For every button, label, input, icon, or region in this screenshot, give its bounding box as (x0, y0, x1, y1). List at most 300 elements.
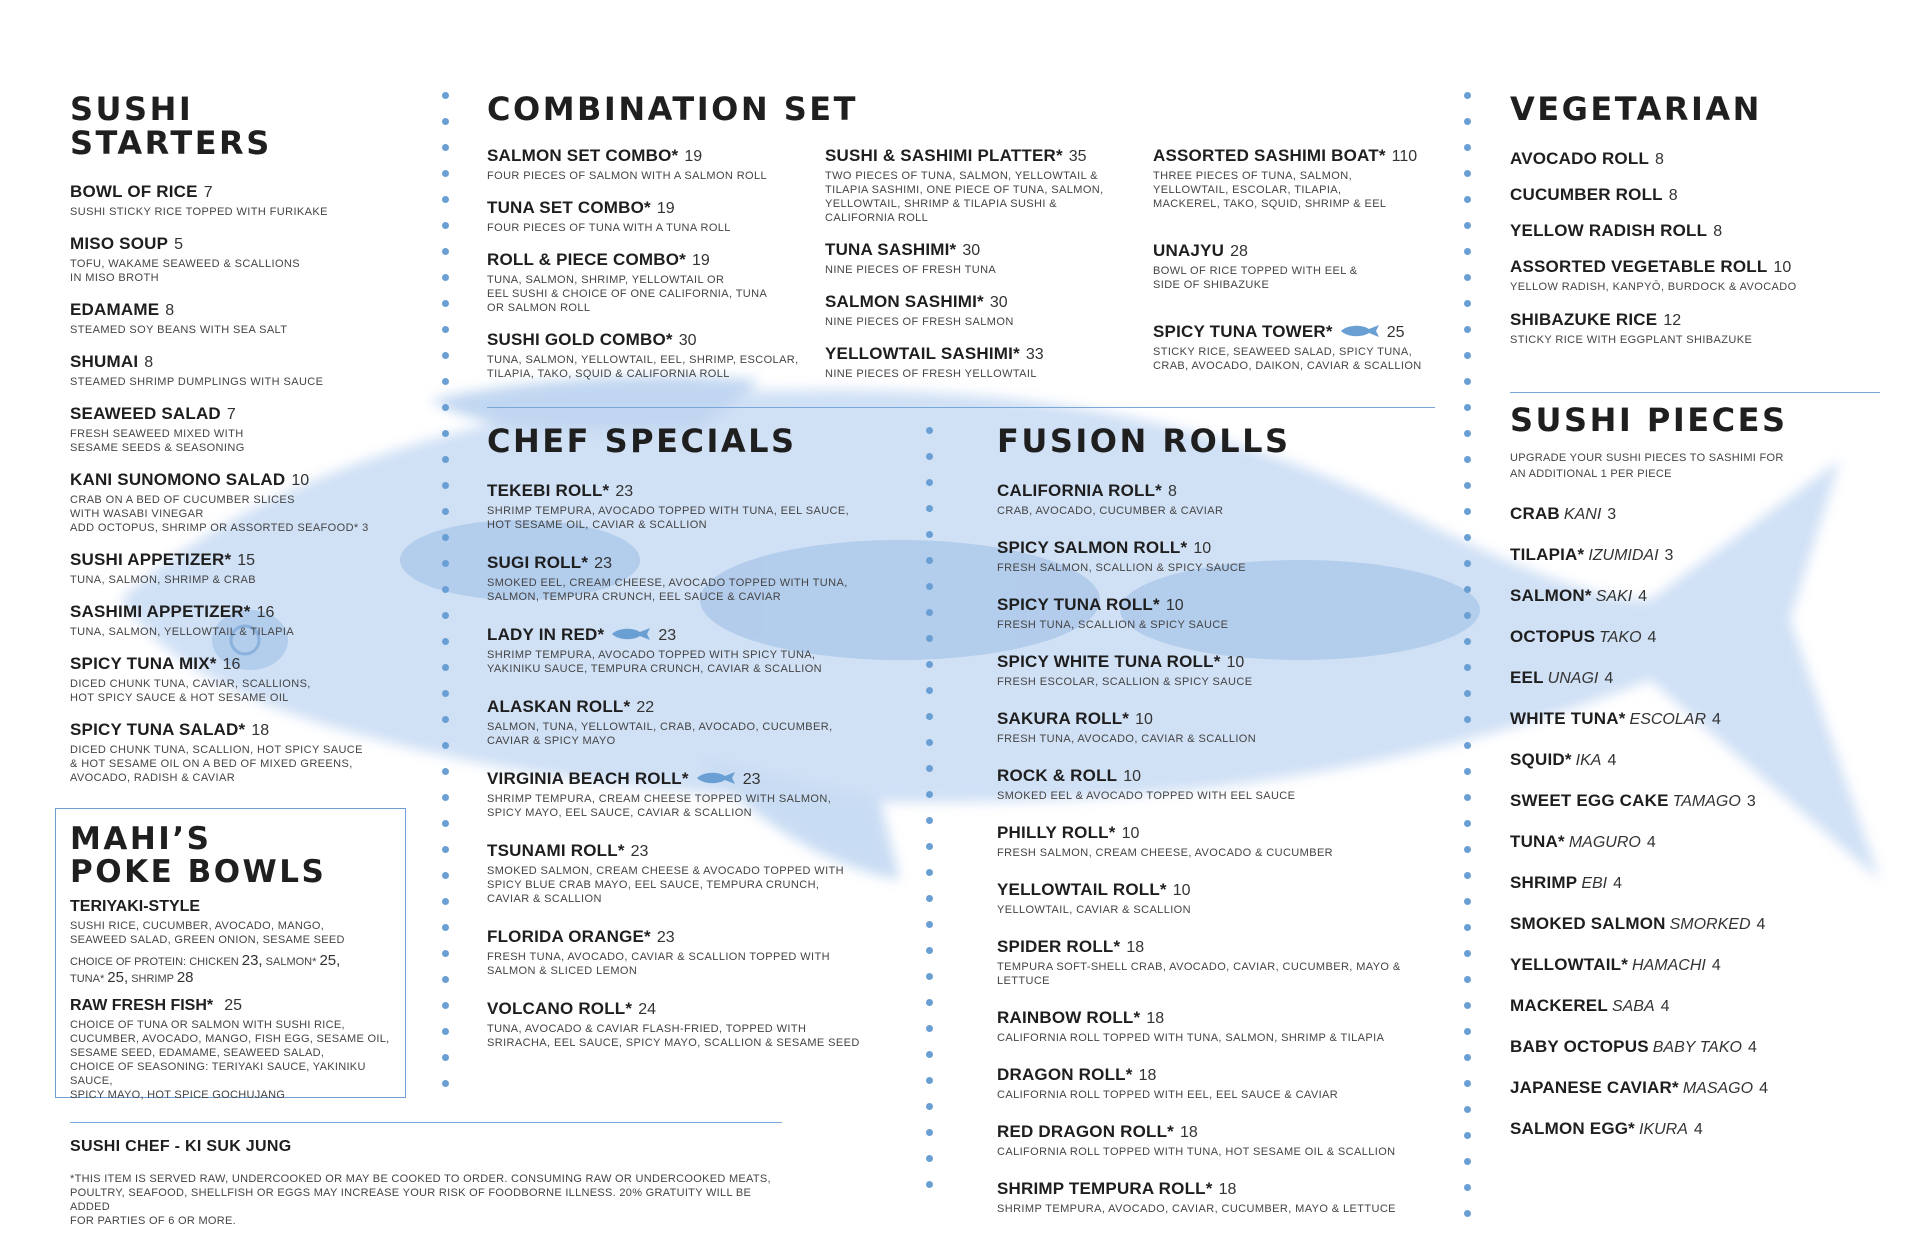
combination-column (487, 146, 807, 396)
menu-item (1510, 310, 1880, 347)
divider-dot (1464, 1210, 1471, 1217)
item-price: 10 (1226, 653, 1245, 671)
item-description: FRESH SEAWEED MIXED WITH SESAME SEEDS & SEASONING (70, 428, 245, 455)
menu-item (1510, 791, 1880, 811)
menu-item (487, 841, 897, 906)
item-price: 23 (658, 626, 677, 644)
item-name: SHIBAZUKE RICE (1510, 309, 1658, 329)
divider-dot (1464, 1158, 1471, 1165)
item-description: SHRIMP TEMPURA, AVOCADO, CAVIAR, CUCUMBER, MAYO & LETTUCE (997, 1202, 1396, 1215)
item-price: 30 (678, 332, 697, 349)
item-price: 8 (1655, 150, 1664, 168)
item-description: SHRIMP TEMPURA, AVOCADO TOPPED WITH TUNA, EEL SAUCE, HOT SESAME OIL, CAVIAR & SCALLION (487, 504, 850, 531)
item-name: SALMON* (1510, 585, 1592, 605)
divider-dot (442, 170, 449, 177)
item-name: SQUID* (1510, 749, 1572, 769)
divider-dot (1464, 170, 1471, 177)
teriyaki-desc: SUSHI RICE, CUCUMBER, AVOCADO, MANGO, SEAWEED SALAD, GREEN ONION, SESAME SEED (70, 920, 345, 947)
item-japanese-name: IZUMIDAI (1588, 546, 1659, 564)
footer-divider (70, 1122, 782, 1123)
divider-dot (1464, 560, 1471, 567)
protein-price: 25, (319, 952, 341, 970)
item-name: ROCK & ROLL (997, 765, 1118, 785)
item-name: TSUNAMI ROLL* (487, 840, 625, 860)
item-name: RAINBOW ROLL* (997, 1007, 1141, 1027)
menu-item (825, 146, 1135, 225)
item-name: SPICY TUNA ROLL* (997, 594, 1160, 614)
divider-dot (1464, 430, 1471, 437)
item-name: VIRGINIA BEACH ROLL* (487, 768, 689, 788)
protein-price: 25, (107, 969, 129, 987)
teriyaki-name: TERIYAKI-STYLE (70, 898, 201, 916)
divider-dot (442, 664, 449, 671)
item-name: YELLOW RADISH ROLL (1510, 220, 1708, 240)
divider-dot (926, 505, 933, 512)
item-description: TUNA, SALMON, YELLOWTAIL & TILAPIA (70, 626, 295, 639)
item-japanese-name: KANI (1563, 505, 1602, 523)
divider-dot (442, 820, 449, 827)
menu-item (1510, 873, 1880, 893)
dotted-divider (926, 427, 934, 1207)
menu-item (1510, 221, 1880, 241)
menu-item (487, 198, 807, 235)
item-name: BOWL OF RICE (70, 182, 198, 202)
combination-column (825, 146, 1135, 396)
item-description: NINE PIECES OF FRESH SALMON (825, 316, 1014, 328)
item-price: 24 (638, 1000, 657, 1018)
section-title: SUSHI STARTERS (70, 90, 272, 162)
divider-dot (1464, 872, 1471, 879)
divider-dot (442, 872, 449, 879)
item-price: 4 (1759, 1079, 1768, 1097)
divider-dot (926, 531, 933, 538)
menu-item (70, 234, 400, 285)
divider-dot (1464, 508, 1471, 515)
raw-fish-price: 25 (224, 997, 243, 1015)
item-description: THREE PIECES OF TUNA, SALMON, YELLOWTAIL, ESCOLAR, TILAPIA, MACKEREL, TAKO, SQUID, SHRIMP & EEL (1153, 170, 1387, 210)
item-price: 16 (222, 656, 241, 674)
divider-dot (1464, 482, 1471, 489)
item-name: SPIDER ROLL* (997, 936, 1121, 956)
item-name: SALMON EGG* (1510, 1118, 1635, 1138)
item-name: SPICY SALMON ROLL* (997, 537, 1188, 557)
item-description: TUNA, SALMON, SHRIMP, YELLOWTAIL OR EEL SUSHI & CHOICE OF ONE CALIFORNIA, TUNA OR SALMON ROLL (487, 274, 768, 314)
item-description: SHRIMP TEMPURA, CREAM CHEESE TOPPED WITH SALMON, SPICY MAYO, EEL SAUCE, CAVIAR & SCALLION (487, 792, 832, 819)
protein-name: SHRIMP (128, 973, 177, 986)
item-price: 23 (742, 770, 761, 788)
item-description: CALIFORNIA ROLL TOPPED WITH EEL, EEL SAUCE & CAVIAR (997, 1088, 1339, 1101)
protein-label: CHOICE OF PROTEIN: (70, 956, 190, 969)
dotted-divider (1464, 92, 1472, 1236)
item-description: NINE PIECES OF FRESH YELLOWTAIL (825, 368, 1037, 380)
divider-dot (1464, 248, 1471, 255)
item-name: SHRIMP TEMPURA ROLL* (997, 1178, 1213, 1198)
protein-price: 28 (176, 969, 194, 987)
item-price: 10 (291, 472, 310, 490)
item-name: LADY IN RED* (487, 624, 605, 644)
raw-fish-item (70, 995, 391, 1015)
protein-choices (70, 953, 391, 987)
item-description: TWO PIECES OF TUNA, SALMON, YELLOWTAIL & TILAPIA SASHIMI, ONE PIECE OF TUNA, SALMON, YELLOWTAIL, SHRIMP & TILAPIA SUSHI & CALIFORNIA ROLL (825, 170, 1104, 224)
item-price: 4 (1607, 751, 1617, 769)
protein-name: CHICKEN (189, 956, 242, 969)
item-name: SASHIMI APPETIZER* (70, 602, 251, 622)
menu-item (997, 1065, 1447, 1102)
item-name: CRAB (1510, 503, 1560, 523)
divider-dot (442, 534, 449, 541)
item-price: 30 (989, 294, 1008, 311)
section-title: FUSION ROLLS (997, 422, 1291, 460)
divider-dot (1464, 612, 1471, 619)
item-name: RED DRAGON ROLL* (997, 1121, 1174, 1141)
section-title: VEGETARIAN (1510, 90, 1762, 128)
item-name: KANI SUNOMONO SALAD (70, 470, 286, 490)
divider-dot (442, 144, 449, 151)
raw-fish-desc: CHOICE OF TUNA OR SALMON WITH SUSHI RICE, CUCUMBER, AVOCADO, MANGO, FISH EGG, SESAME OIL, SESAME SEED, EDAMAME, SEAWEED SALAD, CHOICE OF SEASONING: TERIYAKI SAUCE, YAKINIKU SAUCE, SPICY MAYO, HOT SPICE GOCHUJANG (70, 1019, 390, 1102)
poke-title-line2: POKE BOWLS (70, 853, 327, 890)
divider-dot (926, 687, 933, 694)
item-price: 23 (594, 554, 612, 572)
item-japanese-name: BABY TAKO (1652, 1038, 1742, 1056)
item-description: STEAMED SOY BEANS WITH SEA SALT (70, 324, 288, 337)
divider-dot (442, 768, 449, 775)
item-price: 8 (144, 354, 154, 372)
item-description: STEAMED SHRIMP DUMPLINGS WITH SAUCE (70, 376, 324, 389)
divider-dot (442, 612, 449, 619)
divider-dot (926, 999, 933, 1006)
divider-dot (926, 1155, 933, 1162)
divider-dot (926, 765, 933, 772)
item-price: 10 (1123, 767, 1142, 785)
item-description: SMOKED EEL & AVOCADO TOPPED WITH EEL SAUCE (997, 789, 1296, 802)
fusion-rolls-section (997, 422, 1447, 1236)
item-description: BOWL OF RICE TOPPED WITH EEL & SIDE OF SHIBAZUKE (1153, 265, 1358, 291)
divider-dot (1464, 118, 1471, 125)
menu-item (70, 182, 400, 219)
divider-dot (442, 326, 449, 333)
menu-item (70, 602, 400, 639)
menu-item (997, 823, 1447, 860)
divider-dot (926, 921, 933, 928)
item-description: FRESH TUNA, AVOCADO, CAVIAR & SCALLION (997, 732, 1257, 745)
item-description: SHRIMP TEMPURA, AVOCADO TOPPED WITH SPICY TUNA, YAKINIKU SAUCE, TEMPURA CRUNCH, CAVIAR & SCALLION (487, 648, 823, 675)
sushi-chef-credit: SUSHI CHEF - KI SUK JUNG (70, 1138, 292, 1155)
item-price: 25 (1386, 324, 1405, 341)
item-description: SUSHI STICKY RICE TOPPED WITH FURIKAKE (70, 206, 328, 219)
divider-dot (1464, 586, 1471, 593)
divider-dot (442, 274, 449, 281)
divider-dot (1464, 1080, 1471, 1087)
item-name: PHILLY ROLL* (997, 822, 1116, 842)
fish-icon (695, 770, 737, 789)
menu-item (825, 240, 1135, 277)
item-name: ALASKAN ROLL* (487, 696, 631, 716)
menu-item (487, 146, 807, 183)
item-name: SALMON SET COMBO* (487, 146, 679, 165)
section-title: CHEF SPECIALS (487, 422, 797, 460)
divider-dot (442, 1054, 449, 1061)
divider-dot (926, 635, 933, 642)
divider-dot (442, 404, 449, 411)
divider-dot (926, 1129, 933, 1136)
divider-dot (442, 508, 449, 515)
item-description: YELLOW RADISH, KANPYŌ, BURDOCK & AVOCADO (1510, 280, 1797, 293)
item-price: 19 (684, 148, 703, 165)
divider-dot (926, 739, 933, 746)
item-name: SAKURA ROLL* (997, 708, 1130, 728)
divider-dot (442, 690, 449, 697)
item-price: 18 (1146, 1009, 1165, 1027)
item-japanese-name: SABA (1611, 997, 1655, 1015)
item-price: 15 (237, 552, 256, 570)
item-name: SWEET EGG CAKE (1510, 790, 1669, 810)
item-description: SMOKED SALMON, CREAM CHEESE & AVOCADO TOPPED WITH SPICY BLUE CRAB MAYO, EEL SAUCE, TEMPURA CRUNCH, CAVIAR & SCALLION (487, 864, 844, 905)
menu-item (997, 1122, 1447, 1159)
item-name: TILAPIA* (1510, 544, 1585, 564)
item-price: 3 (1746, 792, 1756, 810)
divider-dot (1464, 1054, 1471, 1061)
menu-item (487, 769, 897, 820)
item-name: TEKEBI ROLL* (487, 480, 610, 500)
item-description: DICED CHUNK TUNA, SCALLION, HOT SPICY SAUCE & HOT SESAME OIL ON A BED OF MIXED GREENS, AVOCADO, RADISH & CAVIAR (70, 744, 363, 785)
item-japanese-name: IKA (1575, 751, 1602, 769)
menu-item (825, 344, 1135, 381)
divider-dot (1464, 976, 1471, 983)
divider-dot (1464, 950, 1471, 957)
item-japanese-name: SAKI (1595, 587, 1633, 605)
item-name: SMOKED SALMON (1510, 913, 1666, 933)
divider-dot (1464, 664, 1471, 671)
menu-item (1510, 955, 1880, 975)
menu-item (997, 880, 1447, 917)
item-name: SUSHI GOLD COMBO* (487, 330, 673, 349)
item-price: 4 (1646, 833, 1656, 851)
item-name: JAPANESE CAVIAR* (1510, 1077, 1679, 1097)
item-japanese-name: ESCOLAR (1629, 710, 1706, 728)
item-description: CRAB ON A BED OF CUCUMBER SLICES WITH WASABI VINEGAR ADD OCTOPUS, SHRIMP OR ASSORTED SEAFOOD* 3 (70, 494, 369, 535)
menu-item (487, 697, 897, 748)
item-name: BABY OCTOPUS (1510, 1036, 1649, 1056)
section-divider (1510, 392, 1880, 393)
menu-item (70, 470, 400, 535)
item-price: 7 (226, 406, 236, 424)
upgrade-note: UPGRADE YOUR SUSHI PIECES TO SASHIMI FOR AN ADDITIONAL 1 PER PIECE (1510, 451, 1784, 480)
divider-dot (926, 843, 933, 850)
item-price: 18 (1126, 938, 1145, 956)
menu-item (1510, 185, 1880, 205)
menu-item (1153, 146, 1443, 211)
item-name: CUCUMBER ROLL (1510, 184, 1663, 204)
divider-dot (1464, 274, 1471, 281)
divider-dot (1464, 326, 1471, 333)
divider-dot (926, 713, 933, 720)
menu-item (487, 625, 897, 676)
item-description: TOFU, WAKAME SEAWEED & SCALLIONS IN MISO BROTH (70, 258, 300, 285)
item-price: 10 (1135, 710, 1153, 728)
item-price: 30 (962, 242, 981, 259)
item-name: FLORIDA ORANGE* (487, 926, 651, 946)
divider-dot (926, 583, 933, 590)
menu-item (997, 481, 1447, 518)
item-price: 7 (203, 184, 213, 202)
item-name: VOLCANO ROLL* (487, 998, 633, 1018)
menu-item (487, 553, 897, 604)
divider-dot (926, 947, 933, 954)
divider-dot (442, 1080, 449, 1087)
item-price: 8 (1168, 482, 1177, 500)
item-japanese-name: HAMACHI (1632, 956, 1706, 974)
divider-dot (442, 430, 449, 437)
item-price: 22 (636, 698, 655, 716)
item-description: FRESH ESCOLAR, SCALLION & SPICY SAUCE (997, 675, 1253, 688)
divider-dot (442, 248, 449, 255)
menu-item (70, 300, 400, 337)
divider-dot (926, 869, 933, 876)
menu-item (1510, 504, 1880, 524)
item-price: 19 (692, 252, 710, 269)
item-price: 18 (1138, 1066, 1157, 1084)
divider-dot (926, 427, 933, 434)
item-description: SALMON, TUNA, YELLOWTAIL, CRAB, AVOCADO, CUCUMBER, CAVIAR & SPICY MAYO (487, 720, 833, 747)
divider-dot (926, 895, 933, 902)
item-name: ASSORTED VEGETABLE ROLL (1510, 256, 1768, 276)
menu-item (1510, 996, 1880, 1016)
item-price: 3 (1664, 546, 1674, 564)
divider-dot (442, 92, 449, 99)
item-name: CALIFORNIA ROLL* (997, 480, 1162, 500)
menu-item (1510, 914, 1880, 934)
item-description: STICKY RICE WITH EGGPLANT SHIBAZUKE (1510, 333, 1753, 346)
item-price: 4 (1693, 1120, 1703, 1138)
item-price: 19 (656, 200, 675, 217)
sushi-pieces-section (1510, 401, 1880, 1160)
menu-item (70, 654, 400, 705)
section-title: SUSHI PIECES (1510, 401, 1788, 439)
item-price: 16 (256, 604, 275, 622)
item-name: YELLOWTAIL ROLL* (997, 879, 1167, 899)
divider-dot (1464, 1132, 1471, 1139)
protein-price: 23, (241, 952, 263, 970)
divider-dot (1464, 300, 1471, 307)
divider-dot (442, 794, 449, 801)
item-description: YELLOWTAIL, CAVIAR & SCALLION (997, 903, 1191, 916)
vegetarian-section (1510, 90, 1880, 363)
item-japanese-name: UNAGI (1547, 669, 1599, 687)
item-price: 18 (1218, 1180, 1237, 1198)
divider-dot (1464, 352, 1471, 359)
menu-item (1510, 545, 1880, 565)
item-name: WHITE TUNA* (1510, 708, 1626, 728)
raw-fish-name: RAW FRESH FISH* (70, 997, 214, 1015)
divider-dot (442, 482, 449, 489)
item-price: 4 (1711, 956, 1721, 974)
item-name: SALMON SASHIMI* (825, 292, 984, 311)
divider-dot (1464, 222, 1471, 229)
item-price: 8 (1668, 186, 1678, 204)
divider-dot (926, 1181, 933, 1188)
item-name: SPICY WHITE TUNA ROLL* (997, 651, 1221, 671)
item-price: 5 (174, 236, 184, 254)
item-name: SUGI ROLL* (487, 552, 589, 572)
item-price: 8 (165, 302, 175, 320)
item-price: 35 (1068, 148, 1087, 165)
item-price: 28 (1230, 243, 1248, 260)
menu-item (997, 595, 1447, 632)
divider-dot (926, 1077, 933, 1084)
item-name: UNAJYU (1153, 241, 1225, 260)
fish-icon (1339, 323, 1381, 342)
menu-item (487, 481, 897, 532)
item-japanese-name: EBI (1581, 874, 1608, 892)
item-price: 8 (1713, 222, 1723, 240)
item-name: TUNA SET COMBO* (487, 198, 651, 217)
item-description: TUNA, SALMON, YELLOWTAIL, EEL, SHRIMP, ESCOLAR, TILAPIA, TAKO, SQUID & CALIFORNIA ROLL (487, 354, 799, 380)
divider-dot (1464, 456, 1471, 463)
section-title: COMBINATION SET (487, 90, 858, 128)
item-name: SHUMAI (70, 352, 139, 372)
item-japanese-name: MASAGO (1682, 1079, 1754, 1097)
divider-dot (1464, 404, 1471, 411)
menu-item (487, 927, 897, 978)
divider-dot (442, 976, 449, 983)
item-price: 4 (1747, 1038, 1757, 1056)
item-price: 10 (1165, 596, 1184, 614)
item-japanese-name: SMORKED (1669, 915, 1751, 933)
divider-dot (1464, 1184, 1471, 1191)
item-description: FOUR PIECES OF TUNA WITH A TUNA ROLL (487, 222, 731, 234)
item-name: SHRIMP (1510, 872, 1578, 892)
menu-item (1510, 1078, 1880, 1098)
divider-dot (1464, 534, 1471, 541)
item-price: 10 (1172, 881, 1191, 899)
menu-item (997, 1008, 1447, 1045)
divider-dot (926, 1051, 933, 1058)
item-price: 33 (1025, 346, 1044, 363)
item-name: SPICY TUNA TOWER* (1153, 322, 1333, 341)
divider-dot (1464, 924, 1471, 931)
divider-dot (442, 586, 449, 593)
divider-dot (1464, 716, 1471, 723)
item-description: CRAB, AVOCADO, CUCUMBER & CAVIAR (997, 504, 1224, 517)
item-name: YELLOWTAIL* (1510, 954, 1629, 974)
divider-dot (442, 118, 449, 125)
item-description: NINE PIECES OF FRESH TUNA (825, 264, 997, 276)
protein-name: SALMON* (262, 956, 320, 969)
divider-dot (442, 196, 449, 203)
item-price: 4 (1660, 997, 1670, 1015)
divider-dot (926, 453, 933, 460)
item-name: ASSORTED SASHIMI BOAT* (1153, 146, 1386, 165)
menu-item (70, 550, 400, 587)
item-name: ROLL & PIECE COMBO* (487, 250, 687, 269)
divider-dot (1464, 1106, 1471, 1113)
menu-item (997, 538, 1447, 575)
item-price: 18 (251, 722, 270, 740)
menu-item (1510, 668, 1880, 688)
section-divider (487, 407, 1435, 408)
item-name: AVOCADO ROLL (1510, 148, 1650, 168)
menu-item (70, 720, 400, 785)
item-name: EEL (1510, 667, 1544, 687)
item-description: CALIFORNIA ROLL TOPPED WITH TUNA, HOT SESAME OIL & SCALLION (997, 1145, 1396, 1158)
item-japanese-name: TAKO (1599, 628, 1642, 646)
divider-dot (1464, 638, 1471, 645)
item-price: 23 (630, 842, 649, 860)
item-price: 3 (1607, 505, 1617, 523)
item-name: SPICY TUNA SALAD* (70, 720, 246, 740)
item-name: DRAGON ROLL* (997, 1064, 1133, 1084)
divider-dot (1464, 144, 1471, 151)
